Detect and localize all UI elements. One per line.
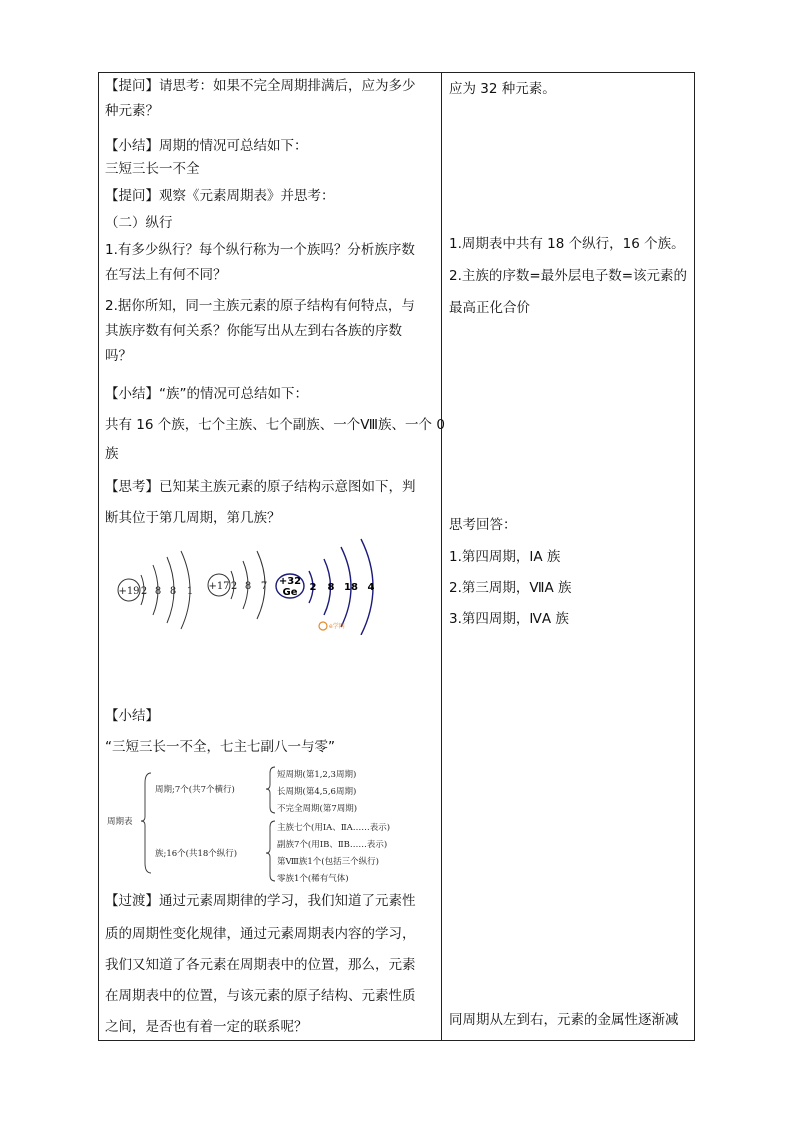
atom-1-shell-2: 8 xyxy=(154,586,162,597)
answer-3-2: 2.第三周期，ⅦA 族 xyxy=(449,580,572,596)
tree-period-short: 短周期(第1,2,3周期) xyxy=(277,770,357,780)
transition-line-2: 质的周期性变化规律，通过元素周期表内容的学习， xyxy=(105,926,416,942)
atom-3 xyxy=(276,539,375,635)
summary-3-title: 【小结】 xyxy=(105,708,159,724)
summary-3-rhyme: “三短三长一不全，七主七副八一与零” xyxy=(105,739,335,755)
question-2-2-line-3: 吗？ xyxy=(105,348,132,364)
question-2-1-line-1: 1.有多少纵行？每个纵行称为一个族吗？分析族序数 xyxy=(105,242,415,258)
atom-2-shell-1: 2 xyxy=(230,581,238,592)
atom-3-shell-1: 2 xyxy=(309,582,317,593)
atom-1-nucleus: +19 xyxy=(118,586,140,597)
tree-period-incomplete: 不完全周期(第7周期) xyxy=(277,804,358,814)
answer-3-3: 3.第四周期，ⅣA 族 xyxy=(449,611,569,627)
question-2-2-line-2: 其族序数有何关系？你能写出从左到右各族的序数 xyxy=(105,323,402,339)
tree-group-sub: 副族7个(用ⅠB、ⅡB……表示) xyxy=(277,840,388,850)
atom-1 xyxy=(118,551,193,629)
answer-3-title: 思考回答： xyxy=(449,517,517,533)
think-line-2: 断其位于第几周期，第几族？ xyxy=(105,510,281,526)
atom-2-nucleus: +17 xyxy=(208,581,230,592)
tree-group-viii: 第Ⅷ族1个(包括三个纵行) xyxy=(277,857,379,867)
summary-1-title: 【小结】周期的情况可总结如下： xyxy=(105,138,308,154)
atom-3-nucleus: +32 xyxy=(278,576,302,587)
tree-group-main: 主族七个(用ⅠA、ⅡA……表示) xyxy=(277,823,391,833)
transition-line-1: 【过渡】通过元素周期律的学习，我们知道了元素性 xyxy=(105,893,416,909)
atom-1-shell-3: 8 xyxy=(169,586,177,597)
question-2-1-line-2: 在写法上有何不同？ xyxy=(105,267,227,283)
think-line-1: 【思考】已知某主族元素的原子结构示意图如下，判 xyxy=(105,479,416,495)
tree-period-long: 长周期(第4,5,6周期) xyxy=(277,787,357,797)
atom-3-shell-4: 4 xyxy=(367,582,375,593)
summary-2-line-1: 共有 16 个族，七个主族、七个副族、一个Ⅷ族、一个 0 xyxy=(105,417,445,433)
atom-1-shell-1: 2 xyxy=(140,586,148,597)
lesson-table xyxy=(98,72,695,1041)
answer-1: 应为 32 种元素。 xyxy=(449,81,556,97)
summary-1-body: 三短三长一不全 xyxy=(105,161,200,177)
atomic-structure-diagram xyxy=(109,535,409,635)
question-2-2-line-1: 2.据你所知，同一主族元素的原子结构有何特点，与 xyxy=(105,298,415,314)
question-2-title: 【提问】观察《元素周期表》并思考： xyxy=(105,188,335,204)
summary-2-title: 【小结】“族”的情况可总结如下： xyxy=(105,386,308,402)
question-1-line-2: 种元素？ xyxy=(105,103,159,119)
atom-2 xyxy=(208,551,267,619)
summary-2-line-2: 族 xyxy=(105,446,119,462)
atom-2-shell-3: 7 xyxy=(260,581,268,592)
answer-3-1: 1.第四周期，IA 族 xyxy=(449,549,561,565)
tree-period: 周期;7个(共7个横行) xyxy=(155,785,235,795)
transition-line-4: 在周期表中的位置，与该元素的原子结构、元素性质 xyxy=(105,988,416,1004)
periodic-table-structure-tree xyxy=(107,763,437,883)
answer-2-2-line-1: 2.主族的序数=最外层电子数=该元素的 xyxy=(449,268,688,284)
atom-3-shell-3: 18 xyxy=(344,582,358,593)
transition-line-5: 之间，是否也有着一定的联系呢？ xyxy=(105,1019,308,1035)
watermark-logo xyxy=(319,622,345,630)
atom-2-shell-2: 8 xyxy=(244,581,252,592)
transition-line-3: 我们又知道了各元素在周期表中的位置，那么，元素 xyxy=(105,957,416,973)
tree-group-zero: 零族1个(稀有气体) xyxy=(277,874,349,883)
section-subtitle: （二）纵行 xyxy=(105,215,173,231)
atom-3-shell-2: 8 xyxy=(327,582,335,593)
tree-group: 族;16个(共18个纵行) xyxy=(155,849,238,859)
tree-root: 周期表 xyxy=(107,817,133,827)
answer-2-1: 1.周期表中共有 18 个纵行，16 个族。 xyxy=(449,236,685,252)
atom-3-symbol: Ge xyxy=(282,587,298,598)
watermark-text: e学网 xyxy=(329,623,345,630)
column-divider xyxy=(441,73,442,1040)
atom-1-shell-4: 1 xyxy=(186,586,194,597)
answer-2-2-line-2: 最高正化合价 xyxy=(449,300,530,316)
question-1-line-1: 【提问】请思考：如果不完全周期排满后，应为多少 xyxy=(105,78,416,94)
answer-4: 同周期从左到右，元素的金属性逐渐减 xyxy=(449,1012,679,1028)
